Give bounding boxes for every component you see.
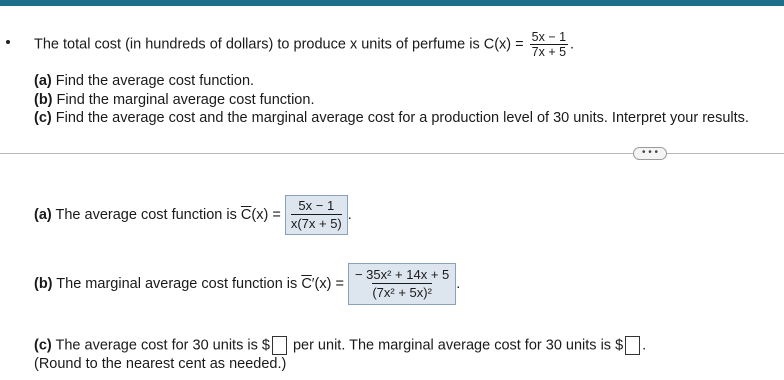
answer-a (34, 195, 352, 235)
answer-c-text-2: per unit. The marginal average cost for 30 units is $ (288, 337, 624, 354)
bullet-icon (6, 40, 10, 44)
more-options-button[interactable]: • • • (633, 147, 667, 160)
answer-a-box[interactable] (285, 195, 348, 235)
intro-end: . (570, 36, 575, 53)
top-bar (0, 0, 784, 6)
answer-b-denominator: (7x² + 5x)² (372, 285, 432, 300)
answer-a-end: . (347, 206, 352, 223)
average-cost-input[interactable] (272, 336, 287, 355)
answer-b-text: The marginal average cost function is (56, 275, 302, 292)
part-c-question (34, 110, 749, 126)
part-b-text: Find the marginal average cost function. (56, 92, 315, 108)
marginal-cost-symbol: $\overline{C}'(x)$ = (301, 275, 348, 292)
answer-b-end: . (456, 275, 461, 292)
part-a-label: (a) (34, 73, 52, 89)
part-a-question (34, 73, 254, 89)
average-cost-symbol: $\overline{C}(x)$ = (240, 206, 285, 223)
answer-b-box[interactable] (348, 263, 456, 305)
cost-denominator: 7x + 5 (531, 45, 567, 59)
answer-c (34, 336, 646, 355)
marginal-average-cost-input[interactable] (625, 336, 640, 355)
part-b-label: (b) (34, 92, 53, 108)
rounding-note: (Round to the nearest cent as needed.) (34, 356, 287, 372)
cost-fraction (530, 30, 568, 59)
answer-a-denominator: x(7x + 5) (290, 216, 342, 231)
question-intro (34, 30, 574, 59)
part-a-text: Find the average cost function. (55, 73, 255, 89)
answer-a-numerator: 5x − 1 (298, 198, 335, 213)
answer-b (34, 263, 460, 305)
answer-c-end: . (642, 337, 647, 354)
answer-c-label: (c) (34, 337, 52, 354)
intro-text: The total cost (in hundreds of dollars) to produce x units of perfume is C(x) = (34, 36, 528, 53)
answer-b-numerator: − 35x² + 14x + 5 (354, 267, 450, 282)
part-c-text: Find the average cost and the marginal average cost for a production level of 30 units. Interpret your results. (55, 110, 749, 126)
answer-a-text: The average cost function is (55, 206, 241, 223)
answer-c-text-1: The average cost for 30 units is $ (55, 337, 270, 354)
part-b-question (34, 92, 314, 108)
answer-b-label: (b) (34, 275, 53, 292)
part-c-label: (c) (34, 110, 52, 126)
cost-numerator: 5x − 1 (531, 30, 567, 44)
answer-a-label: (a) (34, 206, 52, 223)
